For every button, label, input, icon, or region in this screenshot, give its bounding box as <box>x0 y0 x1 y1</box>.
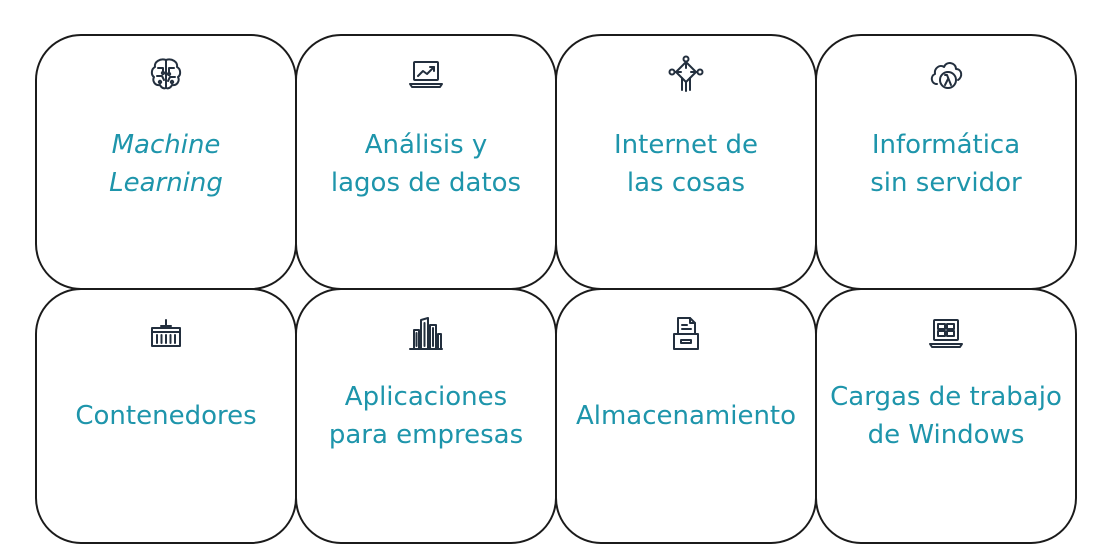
brain-circuit-icon <box>144 52 188 96</box>
card-enterprise-apps[interactable] <box>295 288 557 544</box>
card-label: Informática sin servidor <box>870 130 1022 198</box>
card-containers[interactable] <box>35 288 297 544</box>
card-label: Internet de las cosas <box>613 130 758 198</box>
card-label: Aplicaciones para empresas <box>328 382 524 450</box>
services-grid <box>35 34 1077 542</box>
card-label: Almacenamiento <box>575 401 797 431</box>
card-iot[interactable] <box>555 34 817 290</box>
card-label: Análisis y lagos de datos <box>330 130 522 198</box>
storage-box-icon <box>664 312 708 356</box>
windows-laptop-icon <box>924 312 968 356</box>
card-storage[interactable] <box>555 288 817 544</box>
card-label: Machine Learning <box>109 130 223 198</box>
card-serverless[interactable] <box>815 34 1077 290</box>
card-windows-workloads[interactable] <box>815 288 1077 544</box>
card-label: Contenedores <box>75 401 257 431</box>
lambda-cloud-icon <box>924 52 968 96</box>
iot-chip-icon <box>664 52 708 96</box>
enterprise-buildings-icon <box>404 312 448 356</box>
analytics-laptop-icon <box>404 52 448 96</box>
card-label: Cargas de trabajo de Windows <box>830 382 1062 450</box>
container-icon <box>144 312 188 356</box>
card-machine-learning[interactable] <box>35 34 297 290</box>
card-analytics[interactable] <box>295 34 557 290</box>
